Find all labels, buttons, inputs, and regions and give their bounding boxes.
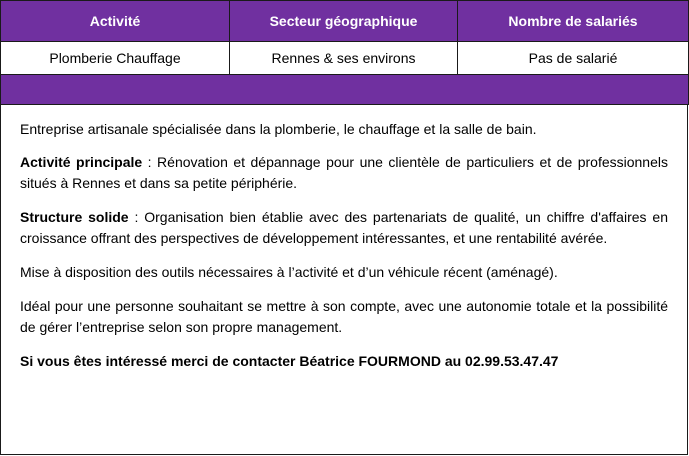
intro-paragraph: Entreprise artisanale spécialisée dans la plomberie, le chauffage et la salle de bain. [20,121,537,137]
table-row [1,42,689,75]
header-secteur: Secteur géographique [230,1,458,42]
info-table [0,0,689,105]
table-header-row [1,1,689,42]
cell-secteur: Rennes & ses environs [230,42,458,75]
header-activite: Activité [1,1,230,42]
description-box [0,105,688,455]
cell-salaries: Pas de salarié [458,42,689,75]
structure-paragraph [20,207,668,249]
purple-band [1,75,689,105]
outils-paragraph: Mise à disposition des outils nécessaires à l’activité et d’un véhicule récent (aménagé). [20,264,558,280]
activite-paragraph [20,152,668,194]
header-salaries: Nombre de salariés [458,1,689,42]
activite-label: Activité principale [20,154,143,170]
structure-label: Structure solide [20,209,129,225]
contact-paragraph [20,351,668,372]
structure-text: : Organisation bien établie avec des partenariats de qualité, un chiffre d'affaires en croissance offrant des perspectives de développement intéressantes, et une rentabilité avérée. [20,209,668,246]
ideal-paragraph: Idéal pour une personne souhaitant se mettre à son compte, avec une autonomie totale et la possibilité de gérer l’entreprise selon son propre management. [20,298,668,335]
contact-text: Si vous êtes intéressé merci de contacter Béatrice FOURMOND au 02.99.53.47.47 [20,353,559,369]
activite-text: : Rénovation et dépannage pour une clientèle de particuliers et de professionnels situés à Rennes et dans sa petite périphérie. [20,154,668,191]
cell-activite: Plomberie Chauffage [1,42,230,75]
purple-band-row [1,75,689,105]
